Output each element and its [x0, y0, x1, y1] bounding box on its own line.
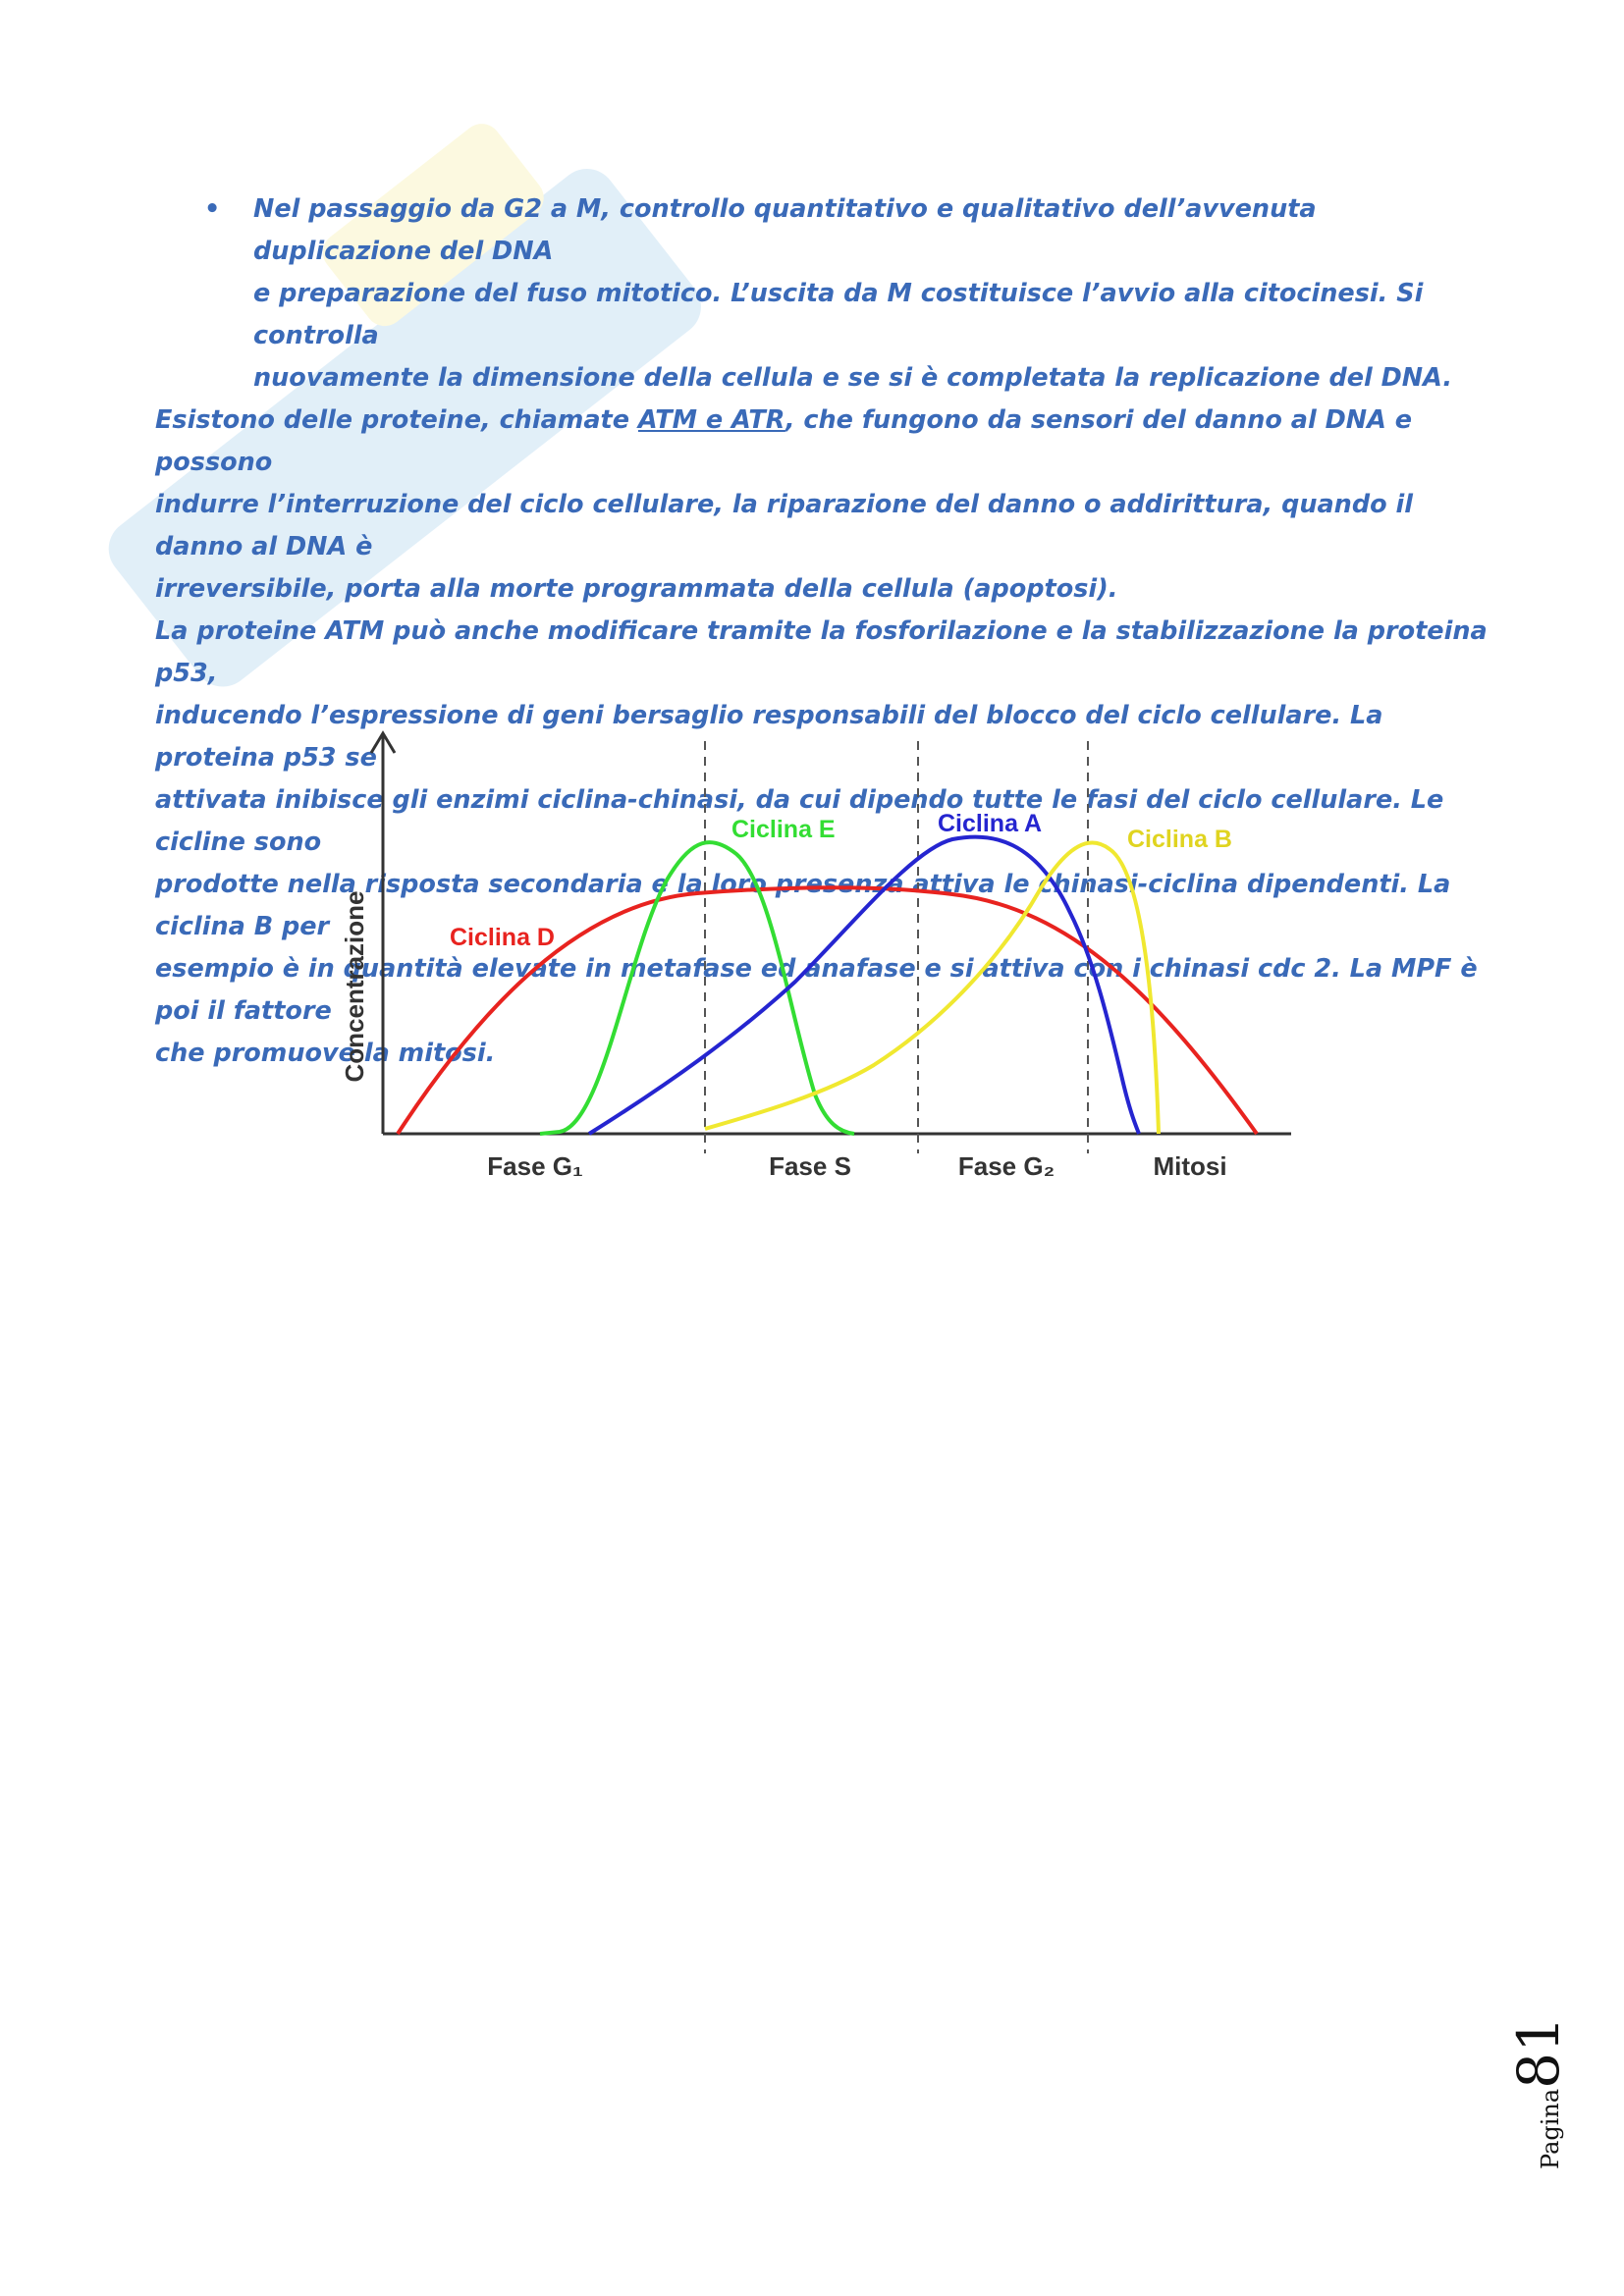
text-line: prodotte nella risposta secondaria e la loro presenza attiva le chinasi-ciclina dipendenti. La ciclina B per — [155, 870, 1451, 941]
series-label-ciclina-e: Ciclina E — [731, 816, 836, 843]
series-label-ciclina-a: Ciclina A — [938, 810, 1043, 837]
text-line: indurre l’interruzione del ciclo cellulare, la riparazione del danno o addirittura, quando il danno al DNA è — [155, 490, 1413, 561]
text-run: Esistono delle proteine, chiamate — [155, 405, 638, 435]
page-word: Pagina — [1537, 2088, 1564, 2169]
text-line: irreversibile, porta alla morte programmata della cellula (apoptosi). — [155, 574, 1118, 604]
cyclin-diagram — [324, 721, 1306, 1202]
page-footer — [1505, 1993, 1589, 2169]
atm-atr-link[interactable]: ATM e ATR — [637, 405, 785, 435]
bullet-line: Nel passaggio da G2 a M, controllo quantitativo e qualitativo dell’avvenuta duplicazione del DNA — [253, 194, 1317, 266]
text-line: che promuove la mitosi. — [155, 1039, 496, 1068]
bullet-line: e preparazione del fuso mitotico. L’uscita da M costituisce l’avvio alla citocinesi. Si controlla — [253, 279, 1424, 350]
bullet-item — [155, 188, 1490, 400]
curve-ciclina-a — [589, 837, 1139, 1134]
series-label-ciclina-d: Ciclina D — [450, 924, 555, 951]
phase-label-mitosi: Mitosi — [1153, 1151, 1227, 1181]
bullet-dot: • — [204, 194, 221, 224]
text-line: esempio è in quantità elevate in metafase ed anafase e si attiva con i chinasi cdc 2. La MPF è poi il fattore — [155, 954, 1478, 1026]
curve-ciclina-b — [705, 842, 1159, 1134]
text-line: attivata inibisce gli enzimi ciclina-chinasi, da cui dipendo tutte le fasi del ciclo cellulare. Le cicline sono — [155, 785, 1444, 857]
phase-label-s: Fase S — [769, 1151, 851, 1181]
y-axis-label: Concentrazione — [340, 890, 369, 1083]
phase-label-g1: Fase G₁ — [487, 1151, 583, 1181]
text-line: inducendo l’espressione di geni bersaglio responsabili del blocco del ciclo cellulare. La proteina p53 se — [155, 701, 1383, 773]
text-line: La proteine ATM può anche modificare tramite la fosforilazione e la stabilizzazione la proteina p53, — [155, 616, 1488, 688]
page-number: 81 — [1505, 2016, 1572, 2089]
bullet-line: nuovamente la dimensione della cellula e se si è completata la replicazione del DNA. — [253, 363, 1453, 393]
series-label-ciclina-b: Ciclina B — [1127, 826, 1232, 853]
paragraph-atm-atr — [155, 400, 1490, 611]
text-run: , che fungono da sensori del danno al DNA e possono — [155, 405, 1413, 477]
phase-label-g2: Fase G₂ — [957, 1151, 1056, 1181]
